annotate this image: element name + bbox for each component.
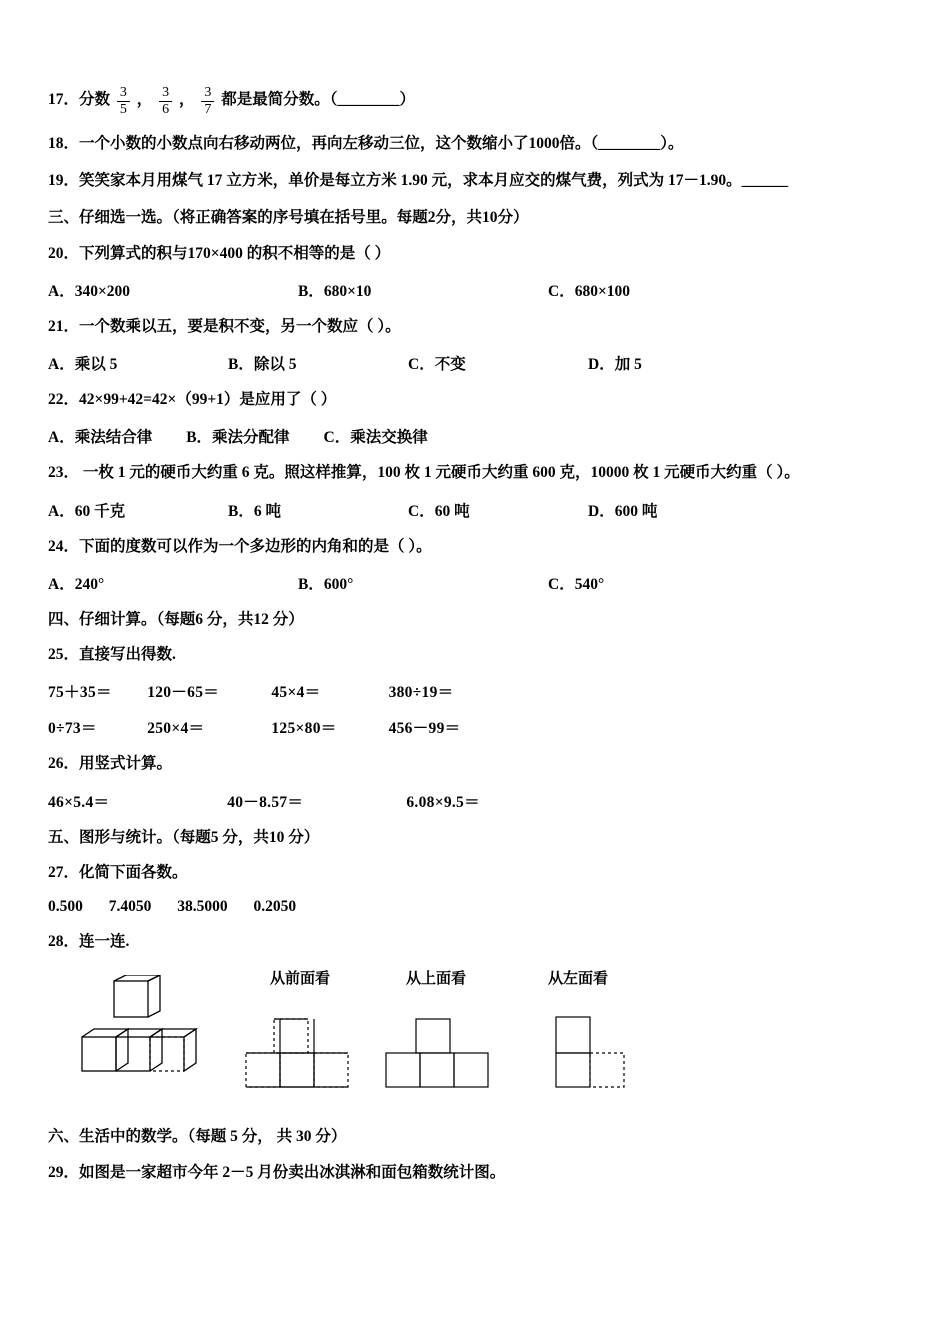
option-21-d[interactable]: D．加 5 <box>588 356 642 374</box>
calc-25-3: 45×4＝ <box>271 684 321 702</box>
fraction-3-5: $\frac{3}{5}$ <box>117 86 130 118</box>
number-38-5000: 38.5000 <box>177 898 228 916</box>
question-22-options <box>48 425 908 447</box>
question-20-options <box>48 279 908 301</box>
question-27-stem: 27．化简下面各数。 <box>48 863 188 881</box>
fraction-separator-1: ， <box>136 91 153 109</box>
number-0-500: 0.500 <box>48 898 83 916</box>
front-view-figure <box>244 1013 384 1105</box>
section-6-heading: 六、生活中的数学。（每题 5 分， 共 30 分） <box>48 1128 347 1146</box>
calc-25-8: 456－99＝ <box>388 720 461 738</box>
question-22-stem: 22．42×99+42=42×（99+1）是应用了（ ） <box>48 391 337 409</box>
section-5-heading: 五、图形与统计。（每题5 分，共10 分） <box>48 828 320 846</box>
section-4-heading: 四、仔细计算。（每题6 分，共12 分） <box>48 610 304 628</box>
number-0-2050: 0.2050 <box>253 898 297 916</box>
question-25-row-2 <box>48 716 908 738</box>
option-23-b[interactable]: B．6 吨 <box>228 502 281 520</box>
fraction-separator-2: ， <box>179 91 195 109</box>
calc-26-1: 46×5.4＝ <box>48 793 110 811</box>
question-28-stem: 28．连一连. <box>48 933 130 951</box>
question-21-options <box>48 352 908 374</box>
left-view-figure <box>534 1013 654 1105</box>
option-20-a[interactable]: A．340×200 <box>48 282 131 300</box>
option-24-c[interactable]: C．540° <box>548 575 605 593</box>
fraction-3-7: $\frac{3}{7}$ <box>201 86 214 118</box>
question-28-figures <box>48 967 908 1107</box>
option-24-a[interactable]: A．240° <box>48 575 105 593</box>
option-22-b[interactable]: B．乘法分配律 <box>186 429 290 447</box>
number-7-4050: 7.4050 <box>108 898 152 916</box>
calc-25-5: 0÷73＝ <box>48 720 97 738</box>
option-23-a[interactable]: A．60 千克 <box>48 502 126 520</box>
calc-25-2: 120－65＝ <box>147 684 220 702</box>
question-17-prefix: 17．分数 <box>48 91 111 109</box>
section-3-heading: 三、仔细选一选。（将正确答案的序号填在括号里。每题2分，共10分） <box>48 209 529 227</box>
calc-26-3: 6.08×9.5＝ <box>406 793 480 811</box>
page-content <box>48 86 908 1198</box>
question-23-stem: 23． 一枚 1 元的硬币大约重 6 克。照这样推算，100 枚 1 元硬币大约重 600 克，10000 枚 1 元硬币大约重（ ）。 <box>48 464 800 482</box>
option-20-b[interactable]: B．680×10 <box>298 282 372 300</box>
question-20-stem: 20．下列算式的积与170×400 的积不相等的是（ ） <box>48 244 391 262</box>
figure-label-front: 从前面看 <box>270 971 331 988</box>
calc-25-7: 125×80＝ <box>271 720 337 738</box>
question-27-numbers <box>48 898 908 916</box>
question-21-stem: 21．一个数乘以五，要是积不变，另一个数应（ ）。 <box>48 317 401 335</box>
cube-stack-figure <box>70 975 200 1095</box>
calc-25-6: 250×4＝ <box>147 720 205 738</box>
option-20-c[interactable]: C．680×100 <box>548 282 631 300</box>
option-23-d[interactable]: D．600 吨 <box>588 502 658 520</box>
question-17-suffix: 都是最简分数。（________） <box>221 91 416 109</box>
option-22-c[interactable]: C．乘法交换律 <box>323 429 428 447</box>
calc-25-1: 75＋35＝ <box>48 684 112 702</box>
question-19: 19．笑笑家本月用煤气 17 立方米，单价是每立方米 1.90 元，求本月应交的煤气费，列式为 17－1.90。______ <box>48 172 789 190</box>
calc-25-4: 380÷19＝ <box>388 684 454 702</box>
question-26-row <box>48 790 908 812</box>
option-21-c[interactable]: C．不变 <box>408 356 466 374</box>
option-23-c[interactable]: C．60 吨 <box>408 502 470 520</box>
question-23-options <box>48 499 908 521</box>
question-25-stem: 25．直接写出得数. <box>48 646 176 664</box>
figure-label-top: 从上面看 <box>406 971 467 988</box>
option-22-a[interactable]: A．乘法结合律 <box>48 429 153 447</box>
top-view-figure <box>384 1013 524 1105</box>
option-24-b[interactable]: B．600° <box>298 575 354 593</box>
question-25-row-1 <box>48 680 908 702</box>
question-26-stem: 26．用竖式计算。 <box>48 755 173 773</box>
question-29-stem: 29．如图是一家超市今年 2－5 月份卖出冰淇淋和面包箱数统计图。 <box>48 1163 506 1181</box>
fraction-3-6: $\frac{3}{6}$ <box>159 86 172 118</box>
question-18: 18．一个小数的小数点向右移动两位，再向左移动三位，这个数缩小了1000倍。（________）。 <box>48 134 684 152</box>
calc-26-2: 40－8.57＝ <box>227 793 304 811</box>
question-24-options <box>48 572 908 594</box>
option-21-b[interactable]: B．除以 5 <box>228 356 297 374</box>
option-21-a[interactable]: A．乘以 5 <box>48 356 118 374</box>
question-17 <box>48 86 908 118</box>
question-24-stem: 24．下面的度数可以作为一个多边形的内角和的是（ ）。 <box>48 537 432 555</box>
figure-label-left: 从左面看 <box>548 971 609 988</box>
